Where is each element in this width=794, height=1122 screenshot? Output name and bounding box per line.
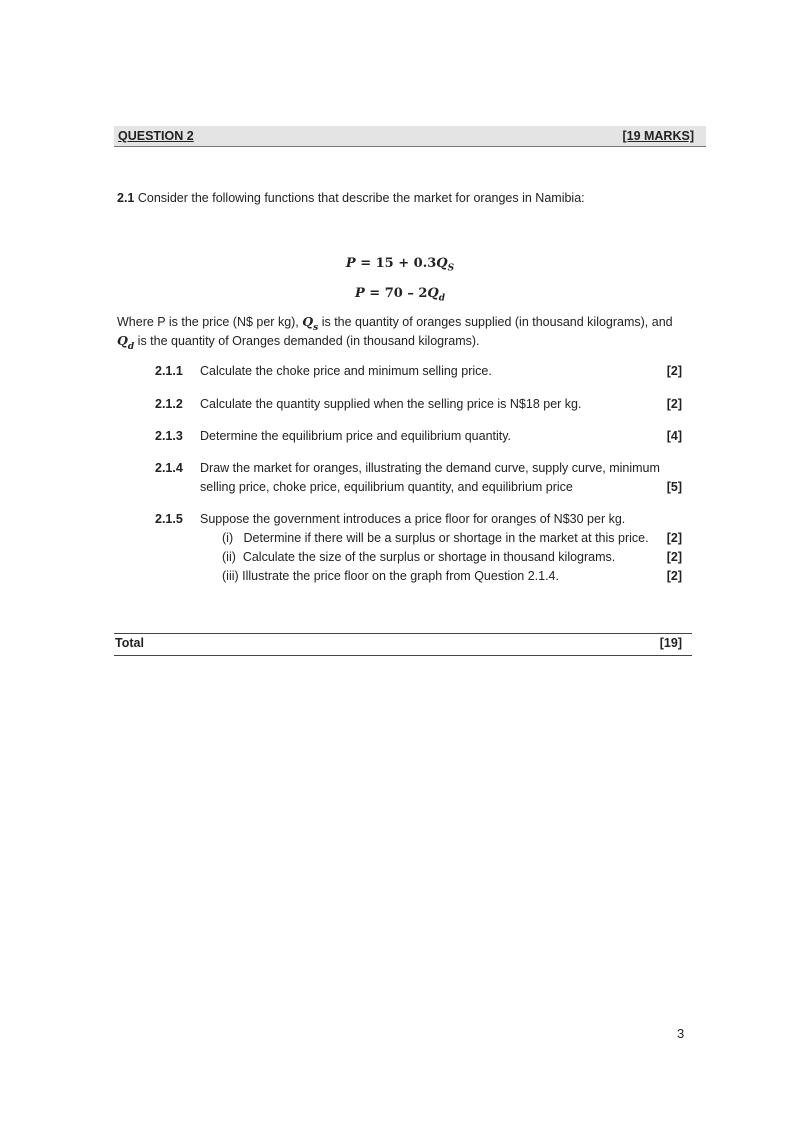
total-top-rule: [114, 633, 692, 634]
item-text: Determine the equilibrium price and equilibrium quantity.: [200, 429, 512, 443]
def-text: is the quantity of oranges supplied (in thousand kilograms), and: [318, 315, 673, 329]
item-text: selling price, choke price, equilibrium quantity, and equilibrium price: [200, 480, 573, 494]
eq-var: Q: [427, 286, 439, 301]
demand-equation: [0, 286, 794, 304]
total-marks: [19]: [659, 636, 682, 650]
supply-equation: [0, 256, 794, 274]
question-title: QUESTION 2: [118, 129, 194, 143]
item-number: 2.1.4: [155, 461, 183, 475]
eq-sub: d: [438, 293, 446, 304]
eq-var: Q: [436, 256, 448, 271]
item-number: 2.1.5: [155, 512, 183, 526]
subitem-marks: [2]: [666, 531, 682, 545]
qd-sub: d: [127, 341, 135, 352]
qs-var: Q: [302, 314, 314, 329]
item-text: Suppose the government introduces a price floor for oranges of N$30 per kg.: [200, 512, 626, 526]
eq-rhs: = 15 + 0.3: [360, 256, 437, 271]
item-marks: [2]: [666, 364, 682, 378]
question-header: [114, 126, 706, 147]
item-text: Draw the market for oranges, illustrating the demand curve, supply curve, minimum: [200, 461, 660, 475]
qd-var: Q: [117, 333, 128, 348]
subitem-text: (i) Determine if there will be a surplus or shortage in the market at this price.: [222, 531, 649, 545]
item-marks: [5]: [666, 480, 682, 494]
definitions-line-2: [117, 333, 480, 352]
qs-sub: s: [313, 322, 319, 333]
item-text: Calculate the quantity supplied when the selling price is N$18 per kg.: [200, 397, 582, 411]
subitem-marks: [2]: [666, 550, 682, 564]
eq-rhs: = 70 – 2: [369, 286, 428, 301]
intro-text: Consider the following functions that describe the market for oranges in Namibia:: [137, 191, 585, 205]
eq-lhs: P: [345, 256, 356, 271]
total-label: Total: [115, 636, 144, 650]
intro-number: 2.1: [117, 191, 135, 205]
item-number: 2.1.2: [155, 397, 183, 411]
subitem-marks: [2]: [666, 569, 682, 583]
def-text: Where P is the price (N$ per kg),: [117, 315, 303, 329]
def-text: is the quantity of Oranges demanded (in thousand kilograms).: [134, 334, 480, 348]
item-number: 2.1.1: [155, 364, 183, 378]
total-bottom-rule: [114, 655, 692, 656]
intro: [117, 191, 585, 205]
item-marks: [2]: [666, 397, 682, 411]
question-marks: [19 MARKS]: [622, 129, 694, 143]
definitions-line-1: [117, 314, 673, 333]
item-text: Calculate the choke price and minimum selling price.: [200, 364, 492, 378]
item-number: 2.1.3: [155, 429, 183, 443]
item-marks: [4]: [666, 429, 682, 443]
subitem-text: (iii) Illustrate the price floor on the graph from Question 2.1.4.: [222, 569, 559, 583]
page-number: 3: [677, 1026, 685, 1041]
subitem-text: (ii) Calculate the size of the surplus or shortage in thousand kilograms.: [222, 550, 616, 564]
eq-sub: S: [447, 263, 455, 274]
eq-lhs: P: [354, 286, 365, 301]
